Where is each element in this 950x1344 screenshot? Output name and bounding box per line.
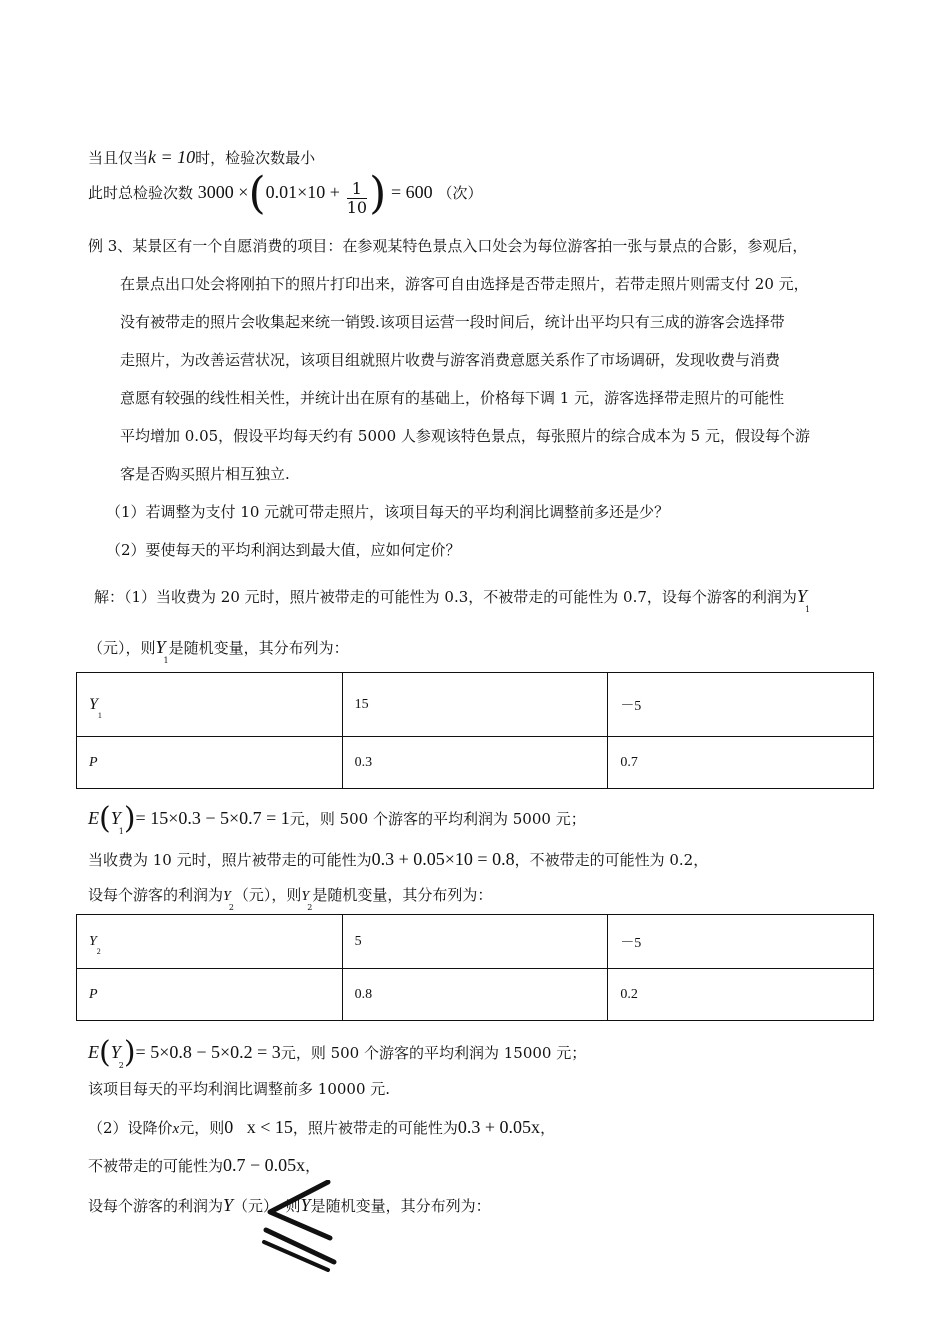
example-line-5: 意愿有较强的线性相关性，并统计出在原有的基础上，价格每下调 1 元，游客选择带走照片的可能性 xyxy=(120,389,785,407)
table-cell: －5 xyxy=(608,673,874,737)
expectation-1: $E(Y_1)= 15\times 0.3 - 5\times 0.7 = 1$元，则 500 个游客的平均利润为 5000 元； xyxy=(88,801,586,836)
part2-line-1: （2）设降价x元，则0 x < 15，照片被带走的可能性为0.3 + 0.05x， xyxy=(88,1117,556,1137)
example-line-1: 例 3、某景区有一个自愿消费的项目：在参观某特色景点入口处会为每位游客拍一张与景点的合影，参观后， xyxy=(88,237,808,255)
expectation-2: $E(Y_2)= 5\times 0.8 - 5\times 0.2 = 3$元，则 500 个游客的平均利润为 15000 元； xyxy=(88,1035,587,1070)
table-cell: $Y_1$ xyxy=(77,673,343,737)
part2-line-3: 设每个游客的利润为Y（元），则Y是随机变量，其分布列为： xyxy=(88,1195,491,1215)
table-cell: 0.7 xyxy=(608,737,874,789)
define-y2-line: 设每个游客的利润为$Y_2$（元），则$Y_2$是随机变量，其分布列为： xyxy=(88,886,493,912)
math-k: k = 10 xyxy=(148,147,196,167)
example-line-3: 没有被带走的照片会收集起来统一销毁.该项目运营一段时间后，统计出平均只有三成的游客会选择带 xyxy=(120,313,785,331)
example-line-2: 在景点出口处会将刚拍下的照片打印出来，游客可自由选择是否带走照片，若带走照片则需支付 20 元， xyxy=(120,275,809,293)
table-cell: 0.2 xyxy=(608,969,874,1021)
conclusion-line: 该项目每天的平均利润比调整前多 10000 元. xyxy=(88,1080,391,1098)
part2-line-2: 不被带走的可能性为0.7 − 0.05x， xyxy=(88,1155,321,1175)
case-10-line: 当收费为 10 元时，照片被带走的可能性为0.3 + 0.05×10 = 0.8，不被带走的可能性为 0.2， xyxy=(88,849,709,869)
example-line-6: 平均增加 0.05，假设平均每天约有 5000 人参观该特色景点，每张照片的综合成本为 5 元，假设每个游 xyxy=(120,427,810,445)
distribution-table-2 xyxy=(76,914,874,1021)
table-row xyxy=(77,969,874,1021)
table-cell: P xyxy=(77,737,343,789)
example-line-7: 客是否购买照片相互独立. xyxy=(120,465,290,483)
table-cell: 0.8 xyxy=(342,969,608,1021)
table-row xyxy=(77,737,874,789)
question-1: （1）若调整为支付 10 元就可带走照片，该项目每天的平均利润比调整前多还是少？ xyxy=(106,503,670,521)
fraction: $\frac{1}{10}$ xyxy=(346,178,368,217)
scribble-mark-icon xyxy=(258,1180,348,1275)
table-cell: 15 xyxy=(342,673,608,737)
table-row xyxy=(77,673,874,737)
table-row xyxy=(77,915,874,969)
table-cell: P xyxy=(77,969,343,1021)
table-cell: 0.3 xyxy=(342,737,608,789)
table-cell: $Y_2$ xyxy=(77,915,343,969)
distribution-table-1 xyxy=(76,672,874,789)
solution-line-1: 解：（1）当收费为 20 元时，照片被带走的可能性为 0.3，不被带走的可能性为 0.7，设每个游客的利润为$Y_1$ xyxy=(94,586,811,614)
solution-line-2: （元），则$Y_1$是随机变量，其分布列为： xyxy=(88,637,349,665)
question-2: （2）要使每天的平均利润达到最大值，应如何定价？ xyxy=(106,541,461,559)
example-line-4: 走照片，为改善运营状况，该项目组就照片收费与游客消费意愿关系作了市场调研，发现收费与消费 xyxy=(120,351,781,369)
table-cell: 5 xyxy=(342,915,608,969)
line-total-tests: 此时总检验次数 3000 ×(0.01×10 + $\frac{1}{10}$ ) = 600 （次） xyxy=(88,168,483,219)
line-k-condition: 当且仅当k = 10时，检验次数最小 xyxy=(88,147,316,167)
table-cell: －5 xyxy=(608,915,874,969)
